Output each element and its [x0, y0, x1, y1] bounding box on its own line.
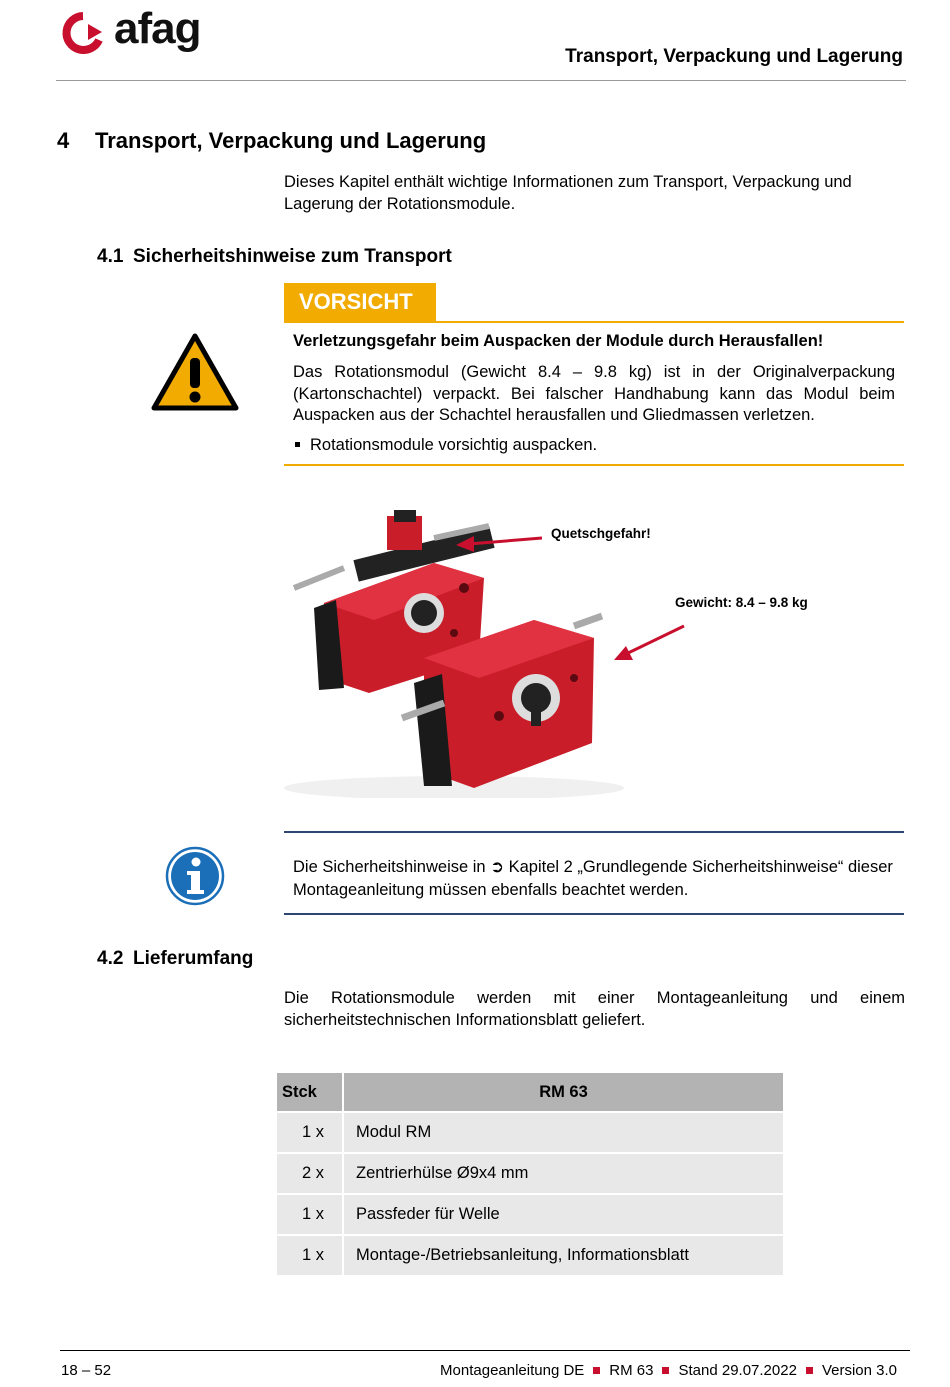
- table-cell-item: Passfeder für Welle: [343, 1194, 783, 1235]
- section-number: 4.1: [97, 246, 124, 267]
- info-text-end: Kapitel 2 „Grundlegende Sicherheitshinweise“ dieser Montageanleitung müssen ebenfalls beachtet werden.: [293, 858, 893, 899]
- footer-date: Stand 29.07.2022: [678, 1362, 797, 1379]
- table-cell-qty: 1 x: [277, 1112, 343, 1153]
- caution-body: Das Rotationsmodul (Gewicht 8.4 – 9.8 kg) ist in der Originalverpackung (Kartonschachtel) verpackt. Bei falscher Handhabung kann das Modul beim Auspacken aus der Schachtel herausfallen und Gliedmassen verletzen.: [293, 363, 895, 424]
- caution-label: VORSICHT: [284, 283, 436, 321]
- table-cell-item: Montage-/Betriebsanleitung, Informationsblatt: [343, 1235, 783, 1275]
- table-header-row: [277, 1073, 783, 1112]
- table-cell-qty: 2 x: [277, 1153, 343, 1194]
- header-divider: [56, 80, 906, 81]
- table-cell-item: Modul RM: [343, 1112, 783, 1153]
- table-row: [277, 1153, 783, 1194]
- section-title: Lieferumfang: [133, 948, 254, 969]
- table-header-qty: Stck: [277, 1073, 343, 1112]
- section-number: 4.2: [97, 948, 124, 969]
- footer-model: RM 63: [609, 1362, 654, 1379]
- table-cell-qty: 1 x: [277, 1235, 343, 1275]
- table-cell-item: Zentrierhülse Ø9x4 mm: [343, 1153, 783, 1194]
- section-title: Sicherheitshinweise zum Transport: [133, 246, 452, 267]
- table-row: [277, 1194, 783, 1235]
- page-number: 18 – 52: [61, 1362, 112, 1379]
- footer-separator-icon: [593, 1367, 600, 1374]
- info-text: [293, 855, 903, 902]
- product-photo: [284, 508, 904, 798]
- chapter-number: 4: [57, 128, 70, 153]
- footer-doc-info: [440, 1362, 897, 1379]
- footer-doc-title: Montageanleitung DE: [440, 1362, 585, 1379]
- cross-reference-arrow-icon: ➲: [490, 857, 505, 876]
- section-heading-4-1: [97, 246, 452, 268]
- table-row: [277, 1235, 783, 1275]
- info-top-rule: [284, 831, 904, 833]
- footer-divider: [60, 1350, 910, 1351]
- footer-version: Version 3.0: [821, 1362, 897, 1379]
- table-cell-qty: 1 x: [277, 1194, 343, 1235]
- info-icon: [165, 846, 225, 906]
- caution-top-rule: [284, 321, 904, 323]
- caution-bullet: [293, 436, 597, 455]
- section-4-2-intro: Die Rotationsmodule werden mit einer Montageanleitung und einem sicherheitstechnischen Informationsblatt geliefert.: [284, 989, 905, 1029]
- chapter-intro: Dieses Kapitel enthält wichtige Informationen zum Transport, Verpackung und Lagerung der Rotationsmodule.: [284, 173, 852, 213]
- afag-logo: [58, 4, 218, 56]
- footer-separator-icon: [806, 1367, 813, 1374]
- caution-bottom-rule: [284, 464, 904, 466]
- logo-text: afag: [114, 4, 201, 53]
- table-header-model: RM 63: [343, 1073, 783, 1112]
- label-pinch-hazard: Quetschgefahr!: [551, 526, 651, 541]
- caution-heading: Verletzungsgefahr beim Auspacken der Module durch Herausfallen!: [293, 332, 824, 350]
- chapter-title: Transport, Verpackung und Lagerung: [95, 128, 487, 153]
- running-header-title: Transport, Verpackung und Lagerung: [565, 46, 903, 67]
- info-text-start: Die Sicherheitshinweise in: [293, 858, 491, 876]
- info-bottom-rule: [284, 913, 904, 915]
- logo-mark-icon: [58, 10, 108, 56]
- caution-bullet-text: Rotationsmodule vorsichtig auspacken.: [310, 436, 598, 454]
- section-heading-4-2: [97, 948, 253, 970]
- warning-triangle-icon: [150, 332, 240, 412]
- delivery-scope-table: [277, 1073, 783, 1275]
- footer-separator-icon: [662, 1367, 669, 1374]
- label-weight: Gewicht: 8.4 – 9.8 kg: [675, 595, 808, 610]
- table-row: [277, 1112, 783, 1153]
- bullet-square-icon: [295, 442, 300, 447]
- chapter-heading: [57, 128, 486, 154]
